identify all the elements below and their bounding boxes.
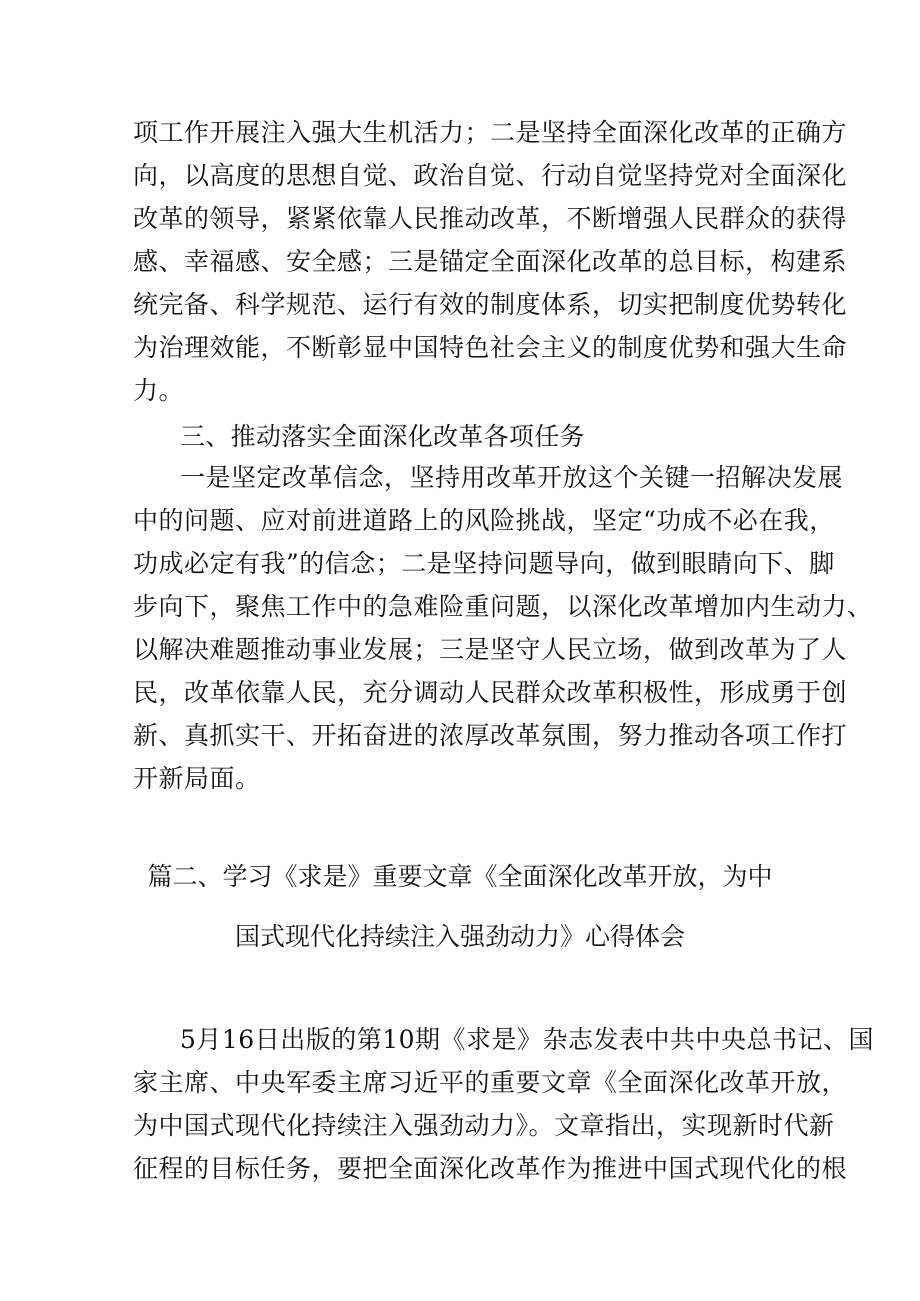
text-line: 力。 <box>133 376 185 405</box>
text-line: 项工作开展注入强大生机活力；二是坚持全面深化改革的正确方 <box>133 118 848 147</box>
text-line: 改革的领导，紧紧依靠人民推动改革，不断增强人民群众的获得 <box>133 204 848 233</box>
text-line: 开新局面。 <box>133 764 261 793</box>
text-line: 一是坚定改革信念，坚持用改革开放这个关键一招解决发展 <box>180 463 844 492</box>
text-line: 功成必定有我”的信念；二是坚持问题导向，做到眼睛向下、脚 <box>133 549 835 578</box>
article-title-line: 篇二、学习《求是》重要文章《全面深化改革开放，为中 <box>147 862 773 891</box>
text-line: 为治理效能，不断彰显中国特色社会主义的制度优势和强大生命 <box>133 333 848 362</box>
text-line: 民，改革依靠人民，充分调动人民群众改革积极性，形成勇于创 <box>133 678 848 707</box>
text-line: 步向下，聚焦工作中的急难险重问题，以深化改革增加内生动力、 <box>133 592 873 621</box>
text-line: 5月16日出版的第10期《求是》杂志发表中共中央总书记、国 <box>180 1025 875 1054</box>
text-line: 中的问题、应对前进道路上的风险挑战，坚定“功成不必在我， <box>133 506 835 535</box>
section-heading: 三、推动落实全面深化改革各项任务 <box>180 422 585 451</box>
text-line: 向，以高度的思想自觉、政治自觉、行动自觉坚持党对全面深化 <box>133 161 848 190</box>
text-line: 统完备、科学规范、运行有效的制度体系，切实把制度优势转化 <box>133 290 848 319</box>
article-title-line: 国式现代化持续注入强劲动力》心得体会 <box>234 922 685 951</box>
text-line: 以解决难题推动事业发展；三是坚守人民立场，做到改革为了人 <box>133 635 848 664</box>
text-line: 家主席、中央军委主席习近平的重要文章《全面深化改革开放， <box>133 1068 848 1097</box>
text-line: 感、幸福感、安全感；三是锚定全面深化改革的总目标，构建系 <box>133 247 848 276</box>
text-line: 征程的目标任务，要把全面深化改革作为推进中国式现代化的根 <box>133 1154 848 1183</box>
text-line: 为中国式现代化持续注入强劲动力》。文章指出，实现新时代新 <box>133 1111 835 1140</box>
text-line: 新、真抓实干、开拓奋进的浓厚改革氛围，努力推动各项工作打 <box>133 721 848 750</box>
